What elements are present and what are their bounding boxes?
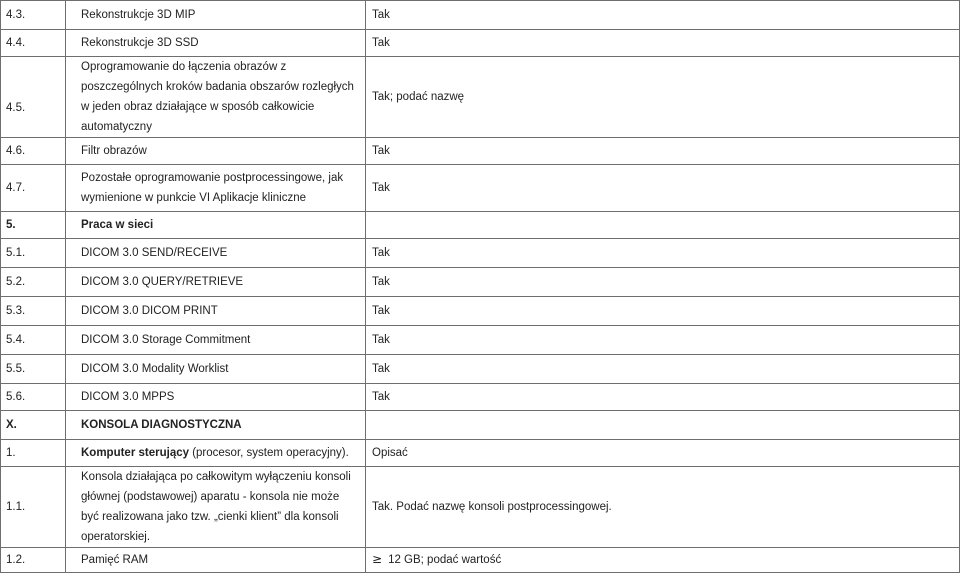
table-row bbox=[1, 326, 960, 355]
row-value bbox=[366, 212, 960, 239]
row-number: 5.1. bbox=[1, 239, 66, 268]
table-row bbox=[1, 548, 960, 573]
row-value: Tak bbox=[366, 326, 960, 355]
row-number: 5.4. bbox=[1, 326, 66, 355]
row-description: Rekonstrukcje 3D SSD bbox=[66, 30, 366, 57]
row-description: Rekonstrukcje 3D MIP bbox=[66, 1, 366, 30]
row-description: DICOM 3.0 Storage Commitment bbox=[66, 326, 366, 355]
row-number: 4.3. bbox=[1, 1, 66, 30]
table-row bbox=[1, 384, 960, 411]
row-value: Tak bbox=[366, 239, 960, 268]
section-title: Praca w sieci bbox=[66, 212, 366, 239]
table-row bbox=[1, 57, 960, 138]
section-number: X. bbox=[1, 411, 66, 440]
row-description: Oprogramowanie do łączenia obrazów z poszczególnych kroków badania obszarów rozległych w jeden obraz działające w sposób całkowicie automatyczny bbox=[66, 57, 366, 138]
row-description: Pamięć RAM bbox=[66, 548, 366, 573]
row-value: Tak bbox=[366, 1, 960, 30]
row-number: 4.4. bbox=[1, 30, 66, 57]
table-row bbox=[1, 165, 960, 212]
row-number: 4.5. bbox=[1, 57, 66, 138]
section-number: 5. bbox=[1, 212, 66, 239]
table-row bbox=[1, 1, 960, 30]
row-description: Konsola działająca po całkowitym wyłączeniu konsoli głównej (podstawowej) aparatu - konsola nie może być realizowana jako tzw. „cienki klient” dla konsoli operatorskiej. bbox=[66, 467, 366, 548]
row-value bbox=[366, 548, 960, 573]
section-title: KONSOLA DIAGNOSTYCZNA bbox=[66, 411, 366, 440]
row-description: DICOM 3.0 Modality Worklist bbox=[66, 355, 366, 384]
row-number: 5.6. bbox=[1, 384, 66, 411]
row-description-bold: Komputer sterujący bbox=[81, 446, 190, 459]
row-description: DICOM 3.0 MPPS bbox=[66, 384, 366, 411]
row-value-text: 12 GB; podać wartość bbox=[388, 554, 502, 566]
row-description: Filtr obrazów bbox=[66, 138, 366, 165]
row-description-rest: (procesor, system operacyjny). bbox=[189, 446, 349, 459]
table-row bbox=[1, 138, 960, 165]
row-value: Opisać bbox=[366, 440, 960, 467]
table-row bbox=[1, 212, 960, 239]
table-row bbox=[1, 467, 960, 548]
row-number: 1.1. bbox=[1, 467, 66, 548]
row-value bbox=[366, 411, 960, 440]
table-row bbox=[1, 30, 960, 57]
row-value: Tak bbox=[366, 138, 960, 165]
table-row bbox=[1, 268, 960, 297]
greater-or-equal-symbol: ≥ bbox=[372, 552, 383, 566]
table-row bbox=[1, 355, 960, 384]
row-description: Pozostałe oprogramowanie postprocessingowe, jak wymienione w punkcie VI Aplikacje kliniczne bbox=[66, 165, 366, 212]
row-number: 5.5. bbox=[1, 355, 66, 384]
row-number: 1.2. bbox=[1, 548, 66, 573]
row-description: DICOM 3.0 QUERY/RETRIEVE bbox=[66, 268, 366, 297]
row-value: Tak bbox=[366, 355, 960, 384]
row-value: Tak bbox=[366, 268, 960, 297]
row-number: 5.3. bbox=[1, 297, 66, 326]
row-value: Tak; podać nazwę bbox=[366, 57, 960, 138]
row-number: 4.6. bbox=[1, 138, 66, 165]
table-row bbox=[1, 239, 960, 268]
row-value: Tak bbox=[366, 30, 960, 57]
table-row bbox=[1, 411, 960, 440]
row-value: Tak. Podać nazwę konsoli postprocessingowej. bbox=[366, 467, 960, 548]
row-value: Tak bbox=[366, 165, 960, 212]
table-row bbox=[1, 297, 960, 326]
row-description: DICOM 3.0 SEND/RECEIVE bbox=[66, 239, 366, 268]
row-number: 5.2. bbox=[1, 268, 66, 297]
row-value: Tak bbox=[366, 297, 960, 326]
row-description: DICOM 3.0 DICOM PRINT bbox=[66, 297, 366, 326]
row-value: Tak bbox=[366, 384, 960, 411]
row-number: 1. bbox=[1, 440, 66, 467]
row-description bbox=[66, 440, 366, 467]
row-number: 4.7. bbox=[1, 165, 66, 212]
table-row bbox=[1, 440, 960, 467]
